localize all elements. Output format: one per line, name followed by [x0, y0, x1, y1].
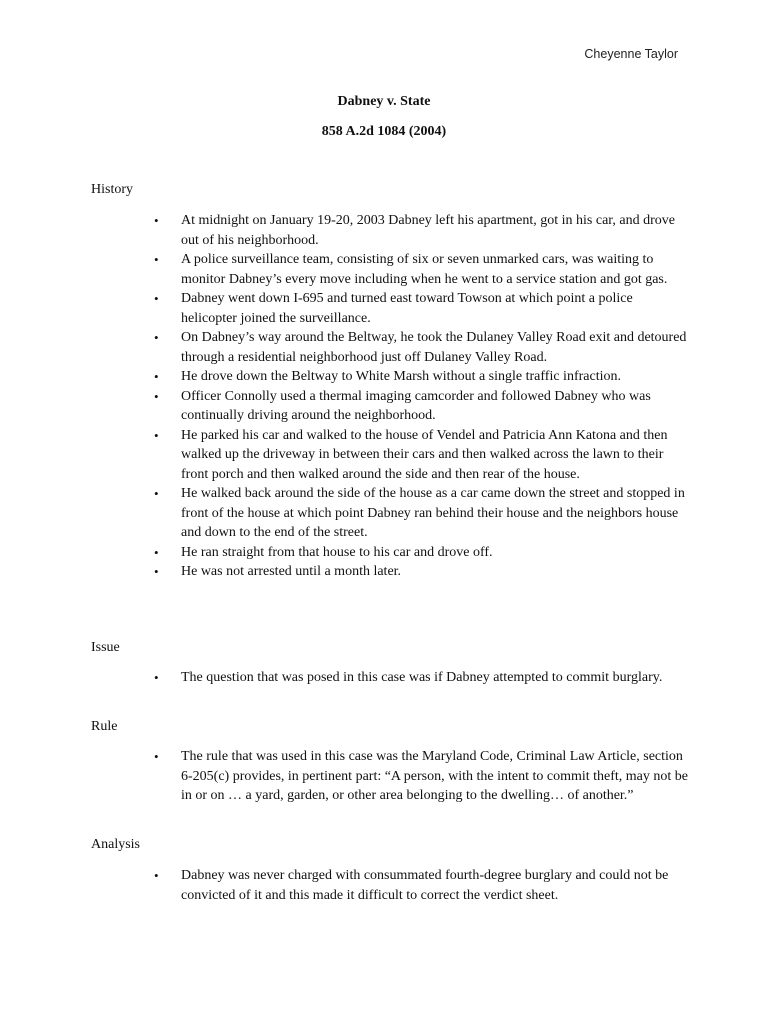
- bullet-icon: •: [154, 369, 159, 384]
- issue-heading: Issue: [91, 640, 120, 655]
- bullet-icon: •: [154, 213, 159, 228]
- list-item: • The question that was posed in this case was if Dabney attempted to commit burglary.: [91, 668, 691, 688]
- list-item: • He ran straight from that house to his car and drove off.: [91, 543, 691, 563]
- rule-section: [91, 717, 691, 806]
- bullet-icon: •: [154, 749, 159, 764]
- list-item: • Officer Connolly used a thermal imaging camcorder and followed Dabney who was continually driving around the neighborhood.: [154, 388, 651, 423]
- list-item: • At midnight on January 19-20, 2003 Dabney left his apartment, got in his car, and drove out of his neighborhood.: [154, 213, 675, 248]
- list-item: • The rule that was used in this case was the Maryland Code, Criminal Law Article, section 6-205(c) provides, in pertinent part: “A person, with the intent to commit theft, may not be in or on … a yard, garden, or other area belonging to the dwelling… of another.”: [154, 749, 688, 803]
- case-citation: 858 A.2d 1084 (2004): [321, 124, 447, 139]
- analysis-list: [91, 866, 691, 905]
- bullet-icon: •: [154, 427, 159, 443]
- analysis-section: [91, 835, 691, 905]
- issue-list: [91, 668, 691, 688]
- bullet-icon: •: [154, 544, 159, 560]
- list-item: • He parked his car and walked to the house of Vendel and Patricia Ann Katona and then walked up the driveway in between their cars and then walked across the lawn to their front porch and then walked around the side and then rear of the house.: [154, 427, 668, 482]
- list-item: • Dabney was never charged with consummated fourth-degree burglary and could not be convicted of it and this made it difficult to correct the verdict sheet.: [154, 868, 669, 903]
- analysis-heading: Analysis: [91, 837, 140, 852]
- list-item: • A police surveillance team, consisting of six or seven unmarked cars, was waiting to monitor Dabney’s every move including when he went to a service station and got gas.: [154, 252, 668, 287]
- bullet-icon: •: [154, 670, 159, 685]
- list-item: • He was not arrested until a month later.: [91, 562, 691, 582]
- bullet-icon: •: [154, 564, 159, 579]
- bullet-icon: •: [154, 388, 159, 404]
- bullet-icon: •: [154, 252, 159, 267]
- bullet-icon: •: [154, 486, 159, 501]
- list-item: • On Dabney’s way around the Beltway, he took the Dulaney Valley Road exit and detoured through a residential neighborhood just off Dulaney Valley Road.: [154, 330, 687, 365]
- list-item: • Dabney went down I-695 and turned east toward Towson at which point a police helicopter joined the surveillance.: [154, 291, 633, 326]
- rule-heading: Rule: [91, 719, 118, 734]
- bullet-icon: •: [154, 291, 159, 306]
- history-section: [91, 180, 691, 582]
- history-heading: History: [91, 182, 133, 197]
- history-list: [91, 211, 691, 582]
- bullet-icon: •: [154, 330, 159, 345]
- issue-section: [91, 638, 691, 688]
- case-title: Dabney v. State: [337, 94, 431, 109]
- list-item: • He walked back around the side of the house as a car came down the street and stopped in front of the house at which point Dabney ran behind their house and the neighbors house and down to the end of the street.: [154, 486, 685, 540]
- rule-list: [91, 747, 691, 806]
- list-item: • He drove down the Beltway to White Marsh without a single traffic infraction.: [91, 367, 691, 387]
- author-name: Cheyenne Taylor: [584, 47, 678, 61]
- bullet-icon: •: [154, 868, 159, 883]
